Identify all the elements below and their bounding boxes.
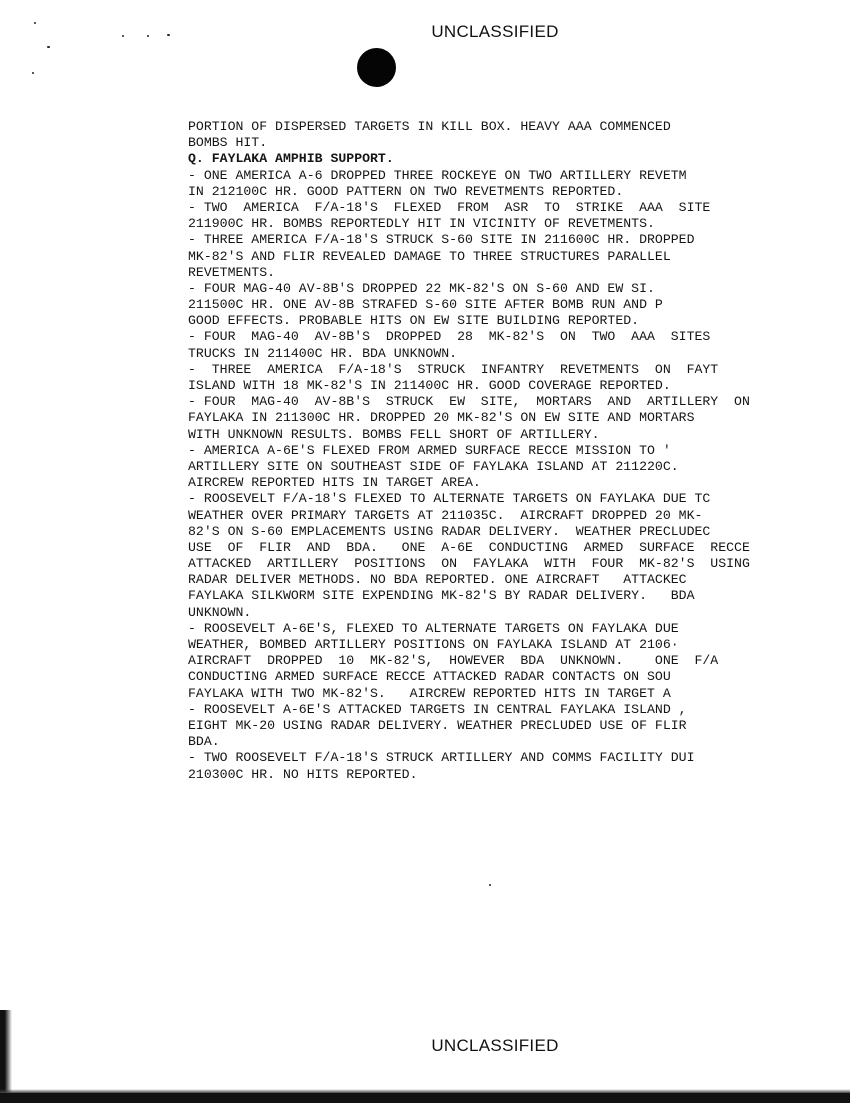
scan-speck	[47, 46, 50, 48]
text-line: ISLAND WITH 18 MK-82'S IN 211400C HR. GOOD COVERAGE REPORTED.	[188, 378, 671, 393]
text-line: ARTILLERY SITE ON SOUTHEAST SIDE OF FAYLAKA ISLAND AT 211220C.	[188, 458, 679, 474]
scan-edge-bottom	[0, 1093, 850, 1103]
text-line: - TWO AMERICA F/A-18'S FLEXED FROM ASR TO STRIKE AAA SITE	[188, 199, 711, 215]
text-line: - ROOSEVELT A-6E'S, FLEXED TO ALTERNATE TARGETS ON FAYLAKA DUE	[188, 620, 679, 636]
text-line: - FOUR MAG-40 AV-8B'S DROPPED 28 MK-82'S ON TWO AAA SITES	[188, 329, 711, 345]
scan-speck	[32, 72, 34, 74]
text-line: - ROOSEVELT F/A-18'S FLEXED TO ALTERNATE TARGETS ON FAYLAKA DUE TC	[188, 491, 711, 507]
scan-speck	[167, 34, 170, 36]
text-line: - TWO ROOSEVELT F/A-18'S STRUCK ARTILLERY AND COMMS FACILITY DUI	[188, 750, 695, 766]
text-line: - ONE AMERICA A-6 DROPPED THREE ROCKEYE ON TWO ARTILLERY REVETM	[188, 167, 687, 183]
text-line: BOMBS HIT.	[188, 135, 268, 151]
text-line: BDA.	[188, 734, 220, 750]
text-line: PORTION OF DISPERSED TARGETS IN KILL BOX. HEAVY AAA COMMENCED	[188, 119, 671, 134]
text-line: FAYLAKA SILKWORM SITE EXPENDING MK-82'S BY RADAR DELIVERY. BDA	[188, 588, 695, 604]
scan-speck	[147, 35, 149, 37]
message-body	[188, 119, 844, 783]
text-line: - FOUR MAG-40 AV-8B'S STRUCK EW SITE, MORTARS AND ARTILLERY ON	[188, 394, 750, 410]
text-line: CONDUCTING ARMED SURFACE RECCE ATTACKED RADAR CONTACTS ON SOU	[188, 669, 671, 685]
text-line: MK-82'S AND FLIR REVEALED DAMAGE TO THREE STRUCTURES PARALLEL	[188, 248, 671, 264]
text-line: WITH UNKNOWN RESULTS. BOMBS FELL SHORT OF ARTILLERY.	[188, 426, 600, 442]
text-line: 82'S ON S-60 EMPLACEMENTS USING RADAR DELIVERY. WEATHER PRECLUDEC	[188, 523, 711, 539]
text-line: 211900C HR. BOMBS REPORTEDLY HIT IN VICINITY OF REVETMENTS.	[188, 216, 655, 232]
text-line: - ROOSEVELT A-6E'S ATTACKED TARGETS IN CENTRAL FAYLAKA ISLAND ,	[188, 701, 687, 717]
classification-footer: UNCLASSIFIED	[431, 1036, 559, 1055]
text-line: RADAR DELIVER METHODS. NO BDA REPORTED. ONE AIRCRAFT ATTACKEC	[188, 572, 687, 588]
text-line: TRUCKS IN 211400C HR. BDA UNKNOWN.	[188, 345, 458, 361]
classification-header: UNCLASSIFIED	[431, 22, 559, 41]
text-line: WEATHER OVER PRIMARY TARGETS AT 211035C. AIRCRAFT DROPPED 20 MK-	[188, 507, 703, 523]
text-line: Q. FAYLAKA AMPHIB SUPPORT.	[188, 151, 394, 167]
text-line: GOOD EFFECTS. PROBABLE HITS ON EW SITE BUILDING REPORTED.	[188, 313, 640, 329]
text-line: - AMERICA A-6E'S FLEXED FROM ARMED SURFACE RECCE MISSION TO '	[188, 442, 671, 458]
text-line: USE OF FLIR AND BDA. ONE A-6E CONDUCTING ARMED SURFACE RECCE	[188, 539, 750, 555]
text-line: EIGHT MK-20 USING RADAR DELIVERY. WEATHER PRECLUDED USE OF FLIR	[188, 717, 687, 733]
text-line: ATTACKED ARTILLERY POSITIONS ON FAYLAKA WITH FOUR MK-82'S USING	[188, 556, 750, 572]
punch-hole-mark	[357, 48, 396, 87]
text-line: IN 212100C HR. GOOD PATTERN ON TWO REVETMENTS REPORTED.	[188, 183, 624, 199]
text-line: 210300C HR. NO HITS REPORTED.	[188, 766, 418, 782]
scan-speck	[122, 35, 124, 37]
text-line: UNKNOWN.	[188, 604, 252, 620]
text-line: FAYLAKA IN 211300C HR. DROPPED 20 MK-82'S ON EW SITE AND MORTARS	[188, 410, 695, 426]
text-line: WEATHER, BOMBED ARTILLERY POSITIONS ON FAYLAKA ISLAND AT 2106·	[188, 637, 679, 652]
text-line: AIRCRAFT DROPPED 10 MK-82'S, HOWEVER BDA UNKNOWN. ONE F/A	[188, 653, 719, 669]
text-line: AIRCREW REPORTED HITS IN TARGET AREA.	[188, 475, 481, 491]
text-line: - FOUR MAG-40 AV-8B'S DROPPED 22 MK-82'S ON S-60 AND EW SI.	[188, 280, 655, 296]
text-line: REVETMENTS.	[188, 264, 276, 280]
text-line: 211500C HR. ONE AV-8B STRAFED S-60 SITE AFTER BOMB RUN AND P	[188, 297, 663, 313]
scan-speck	[34, 22, 36, 24]
text-line: - THREE AMERICA F/A-18'S STRUCK INFANTRY REVETMENTS ON FAYT	[188, 361, 719, 377]
scan-speck	[489, 884, 491, 886]
text-line: - THREE AMERICA F/A-18'S STRUCK S-60 SITE IN 211600C HR. DROPPED	[188, 232, 695, 248]
text-line: FAYLAKA WITH TWO MK-82'S. AIRCREW REPORTED HITS IN TARGET A	[188, 685, 671, 701]
